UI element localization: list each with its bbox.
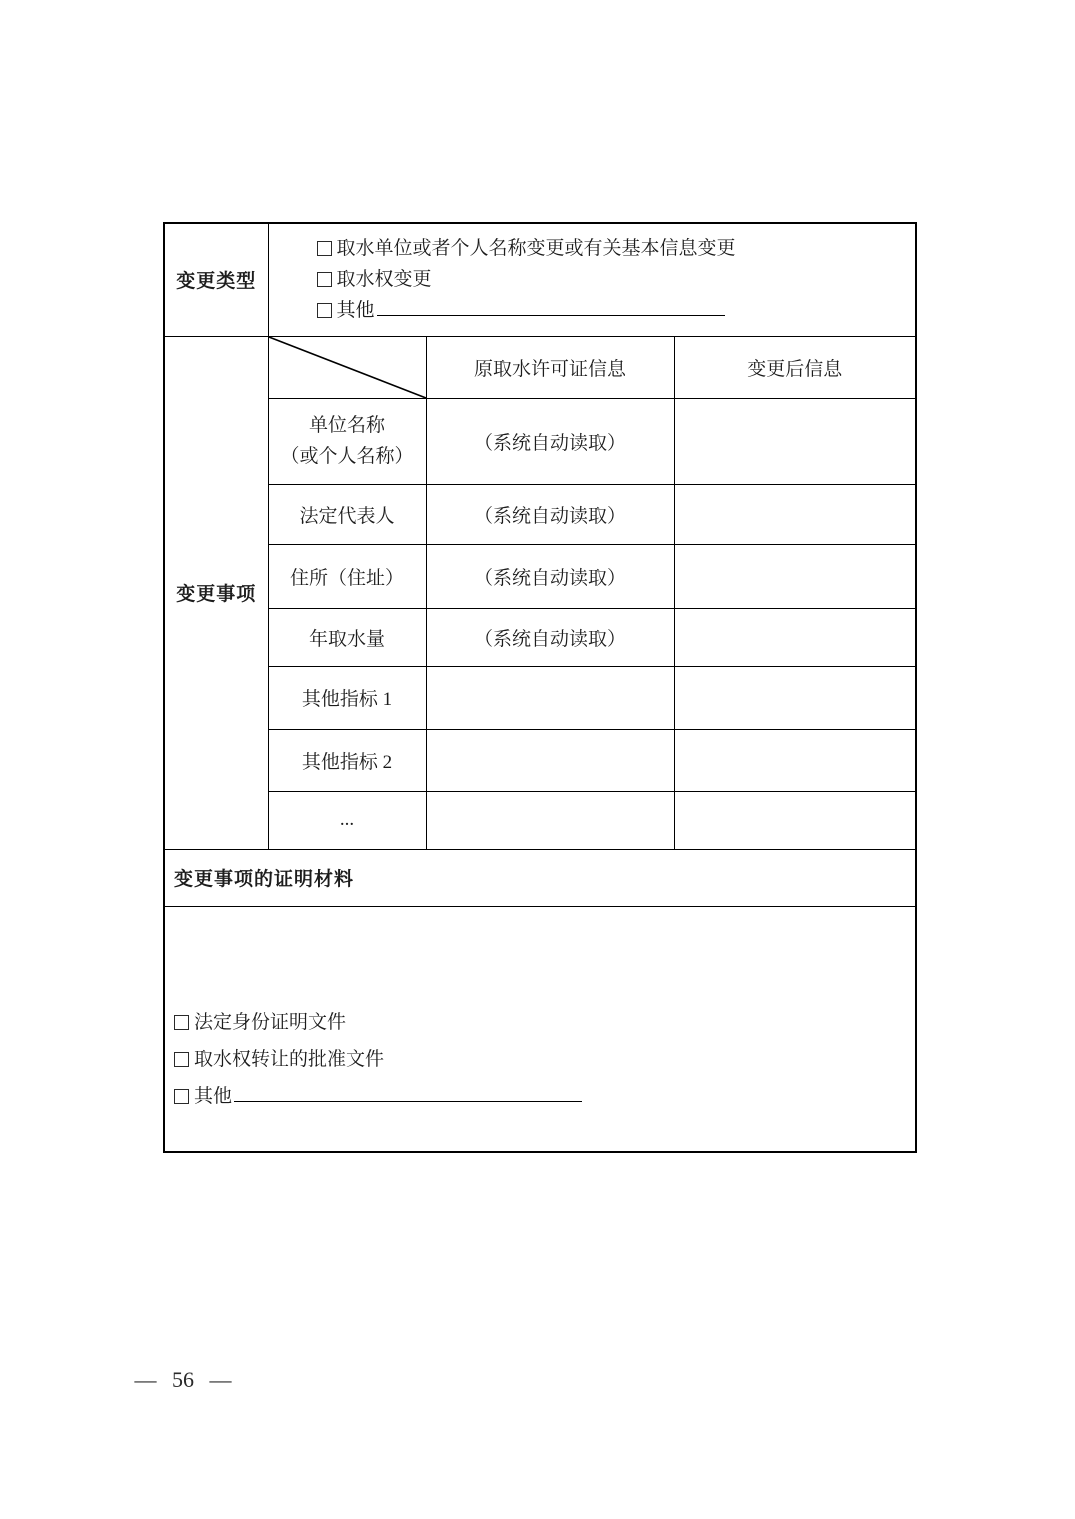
change-type-row [164,223,916,336]
materials-other-fill-in[interactable] [234,1087,582,1102]
item-label-ellipsis: ... [268,791,426,849]
change-application-table [163,222,917,1153]
item-label-other-indicator-2: 其他指标 2 [268,729,426,791]
change-type-other-fill-in[interactable] [377,301,725,316]
materials-option-other-label: 其他 [194,1086,233,1108]
updated-info-cell [674,608,916,666]
table-row [164,544,916,608]
change-type-options-cell [268,223,916,336]
item-label-line2: （或个人名称） [280,446,414,467]
item-label-legal-representative: 法定代表人 [268,484,426,544]
updated-info-cell [674,666,916,729]
original-info-cell [426,666,674,729]
table-row [164,398,916,484]
item-label-annual-withdrawal: 年取水量 [268,608,426,666]
diagonal-line-icon [269,337,426,398]
table-row [164,608,916,666]
item-label-unit-name [268,398,426,484]
original-info-cell: （系统自动读取） [426,544,674,608]
change-type-option-2-label: 取水权变更 [336,269,432,291]
checkbox-icon[interactable] [174,1015,189,1030]
materials-option-1-label: 法定身份证明文件 [194,1012,347,1034]
updated-info-cell [674,484,916,544]
original-info-cell: （系统自动读取） [426,484,674,544]
materials-body-row [164,906,916,1152]
checkbox-icon[interactable] [317,303,332,318]
checkbox-icon[interactable] [174,1052,189,1067]
item-label-address: 住所（住址） [268,544,426,608]
materials-option-other [174,1078,915,1115]
checkbox-icon[interactable] [317,272,332,287]
materials-option-2 [174,1041,915,1078]
column-header-original: 原取水许可证信息 [426,336,674,398]
materials-option-1 [174,1004,915,1041]
checkbox-icon[interactable] [174,1089,189,1104]
change-type-label: 变更类型 [164,223,268,336]
change-items-header-row [164,336,916,398]
table-row [164,791,916,849]
change-type-option-1 [317,233,916,264]
item-label-other-indicator-1: 其他指标 1 [268,666,426,729]
materials-options-cell [164,906,916,1152]
updated-info-cell [674,544,916,608]
updated-info-cell [674,791,916,849]
updated-info-cell [674,398,916,484]
page-number: — 56 — [134,1367,232,1392]
column-header-updated: 变更后信息 [674,336,916,398]
table-row [164,666,916,729]
original-info-cell: （系统自动读取） [426,398,674,484]
materials-title: 变更事项的证明材料 [164,849,916,906]
original-info-cell [426,791,674,849]
change-type-option-2 [317,264,916,295]
change-type-option-other [317,295,916,326]
checkbox-icon[interactable] [317,241,332,256]
original-info-cell: （系统自动读取） [426,608,674,666]
change-items-label: 变更事项 [164,336,268,849]
change-type-option-other-label: 其他 [336,300,375,322]
diagonal-header-cell [268,336,426,398]
table-row [164,484,916,544]
change-type-option-1-label: 取水单位或者个人名称变更或有关基本信息变更 [336,238,736,260]
materials-title-row [164,849,916,906]
item-label-line1: 单位名称 [308,415,385,436]
table-row [164,729,916,791]
updated-info-cell [674,729,916,791]
materials-option-2-label: 取水权转让的批准文件 [194,1049,385,1071]
original-info-cell [426,729,674,791]
